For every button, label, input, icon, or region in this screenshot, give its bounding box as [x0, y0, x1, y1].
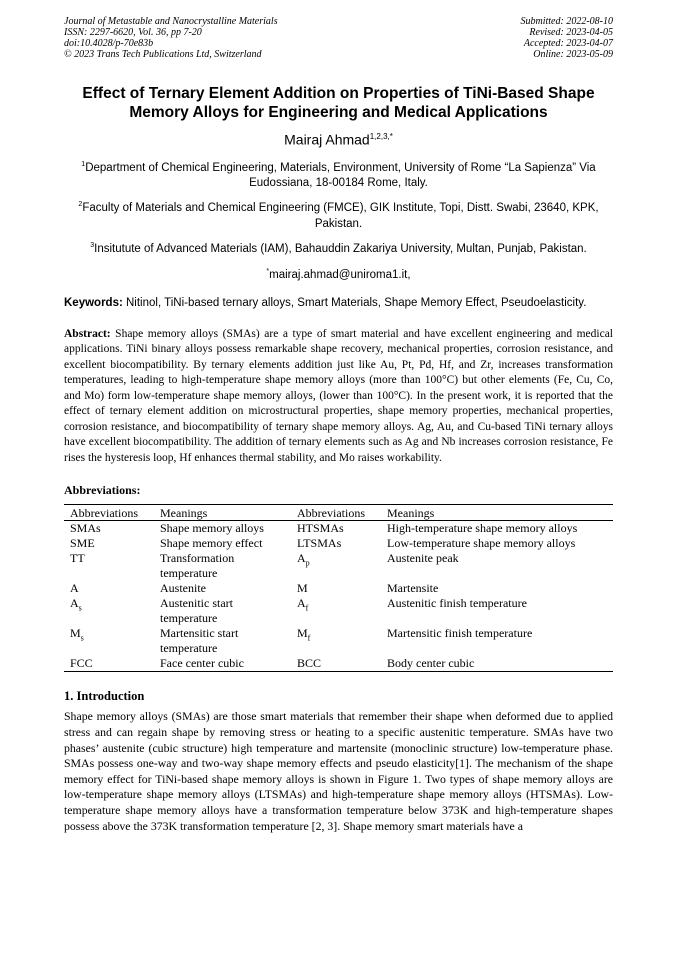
- doi: doi:10.4028/p-70e83b: [64, 38, 154, 49]
- table-row: [64, 551, 613, 581]
- table-row: [64, 536, 613, 551]
- table-cell: Face center cubic: [154, 656, 291, 672]
- table-row: [64, 626, 613, 656]
- keywords-label: Keywords:: [64, 296, 123, 309]
- copyright: © 2023 Trans Tech Publications Ltd, Switzerland: [64, 49, 262, 60]
- table-cell: Martensitic finish temperature: [387, 626, 533, 641]
- affiliation-text: Faculty of Materials and Chemical Engineering (FMCE), GIK Institute, Topi, Distt. Swabi, 23640, KPK, Pakistan.: [82, 202, 599, 231]
- column-header: Abbreviations: [64, 505, 154, 521]
- paper-page: [64, 16, 613, 834]
- abbreviations-heading: Abbreviations:: [64, 483, 141, 498]
- email-mark: *: [266, 268, 270, 276]
- author-affil-marks: 1,2,3,*: [369, 132, 393, 141]
- table-cell: A: [70, 581, 79, 596]
- table-row: [64, 581, 613, 596]
- introduction-text: Shape memory alloys (SMAs) are those smart materials that remember their shape when deformed due to applied stress and can regain shape by removing stress or heating to a specific austenitic temperature. SMAs have two phases’ austenite (cubic structure) high temperature and martensite (monoclinic structure) low-temperature phase. SMAs possess one-way and two-way shape memory effects and pseudo elasticity[1]. The mechanism of the shape memory effect for TiNi-based shape memory alloys is shown in Figure 1. Two types of shape memory alloys are low-temperature shape memory alloys (LTSMAs) and high-temperature shape memory alloys (HTSMAs). Low-temperature shape memory alloys have a transformation temperature below 373K and high-temperature shapes possess above the 373K transformation temperature [2, 3]. Shape memory smart materials have a: [64, 709, 613, 833]
- table-cell: $A_f$: [297, 596, 309, 613]
- affiliation-number: 3: [90, 242, 95, 250]
- abbreviations-table: [64, 504, 613, 672]
- abstract-label: Abstract:: [64, 327, 111, 340]
- affiliation-2: [64, 197, 613, 232]
- table-cell: Austenite peak: [387, 551, 459, 566]
- table-cell: Transformation temperature: [160, 551, 235, 581]
- table-cell: SMAs: [70, 521, 101, 536]
- affiliation-number: 1: [81, 160, 86, 168]
- table-header-row: [64, 505, 613, 521]
- keywords-text: Nitinol, TiNi-based ternary alloys, Smart Materials, Shape Memory Effect, Pseudoelasticity.: [126, 296, 587, 309]
- journal-name: Journal of Metastable and Nanocrystalline Materials: [64, 16, 278, 27]
- paper-title: Effect of Ternary Element Addition on Properties of TiNi-Based Shape Memory Alloys for Engineering and Medical Applications: [82, 85, 595, 121]
- table-cell: Low-temperature shape memory alloys: [387, 536, 576, 551]
- abstract-text: Shape memory alloys (SMAs) are a type of smart material and have excellent engineering and medical applications. TiNi binary alloys possess remarkable shape recovery, mechanical properties, corrosion resistance, and excellent biocompatibility. By ternary elements addition just like Au, Pt, Pd, Hf, and Zr, increases transformation temperatures, leading to high-temperature shape memory alloys (more than 100°C) but other elements (Fe, Cu, Co, and Mo) form low-temperature shape memory alloys, (lower than 100°C). In the present work, it is reported that the effect of ternary element addition on microstructural properties, shape memory properties, mechanical properties, corrosion resistance, and biocompatibility of ternary shape memory alloys. Ag, Au, and Cu-based TiNi ternary alloys have excellent biocompatibility. The addition of ternary elements such as Ag and Nb increases corrosion resistance, Fe rises the hysteresis loop, Hf enhances thermal stability, and Mo raises workability.: [64, 327, 614, 464]
- dates: [521, 16, 614, 60]
- table-cell: Shape memory effect: [160, 536, 263, 551]
- issn: ISSN: 2297-6620, Vol. 36, pp 7-20: [64, 27, 202, 38]
- journal-info: [64, 16, 278, 60]
- table-cell: $M_f$: [297, 626, 311, 643]
- affiliation-number: 2: [78, 201, 83, 209]
- table-cell: Body center cubic: [381, 656, 613, 672]
- affiliation-text: Department of Chemical Engineering, Materials, Environment, University of Rome “La Sapienza” Via Eudossiana, 18-00184 Rome, Italy.: [85, 161, 596, 190]
- affiliation-1: [64, 157, 613, 192]
- accepted-date: Accepted: 2023-04-07: [523, 38, 613, 49]
- abstract: [64, 327, 613, 467]
- table-cell: Martensitic start temperature: [160, 626, 239, 656]
- table-cell: Shape memory alloys: [160, 521, 264, 536]
- table-cell: Austenite: [160, 581, 206, 596]
- affiliation-3: [64, 238, 613, 257]
- keywords: [64, 296, 613, 311]
- submitted-date: Submitted: 2022-08-10: [520, 16, 613, 27]
- email-line: [64, 265, 613, 282]
- section-heading-introduction: 1. Introduction: [64, 689, 145, 704]
- table-cell: SME: [70, 536, 95, 551]
- table-cell: M: [297, 581, 308, 596]
- online-date: Online: 2023-05-09: [533, 49, 613, 60]
- table-cell: Martensite: [387, 581, 439, 596]
- table-cell: BCC: [291, 656, 381, 672]
- column-header: Meanings: [381, 505, 613, 521]
- table-cell: High-temperature shape memory alloys: [387, 521, 578, 536]
- table-cell: Austenitic finish temperature: [387, 596, 527, 611]
- table-cell: TT: [70, 551, 85, 566]
- table-cell: $M_s$: [70, 626, 84, 643]
- table-row: [64, 596, 613, 626]
- table-cell: Austenitic start temperature: [160, 596, 233, 626]
- table-row: [64, 656, 613, 672]
- email-address[interactable]: mairaj.ahmad@uniroma1.it,: [269, 268, 411, 281]
- table-cell: FCC: [64, 656, 154, 672]
- running-header: [64, 16, 613, 60]
- column-header: Meanings: [154, 505, 291, 521]
- author-name: Mairaj Ahmad: [284, 131, 370, 148]
- table-row: [64, 521, 613, 537]
- revised-date: Revised: 2023-04-05: [529, 27, 613, 38]
- table-cell: HTSMAs: [297, 521, 344, 536]
- table-cell: $A_p$: [297, 551, 310, 568]
- column-header: Abbreviations: [291, 505, 381, 521]
- author-line: [64, 128, 613, 149]
- table-cell: $A_s$: [70, 596, 82, 613]
- affiliation-text: Insitutute of Advanced Materials (IAM), Bahauddin Zakariya University, Multan, Punjab, Pakistan.: [94, 243, 587, 256]
- table-cell: LTSMAs: [297, 536, 342, 551]
